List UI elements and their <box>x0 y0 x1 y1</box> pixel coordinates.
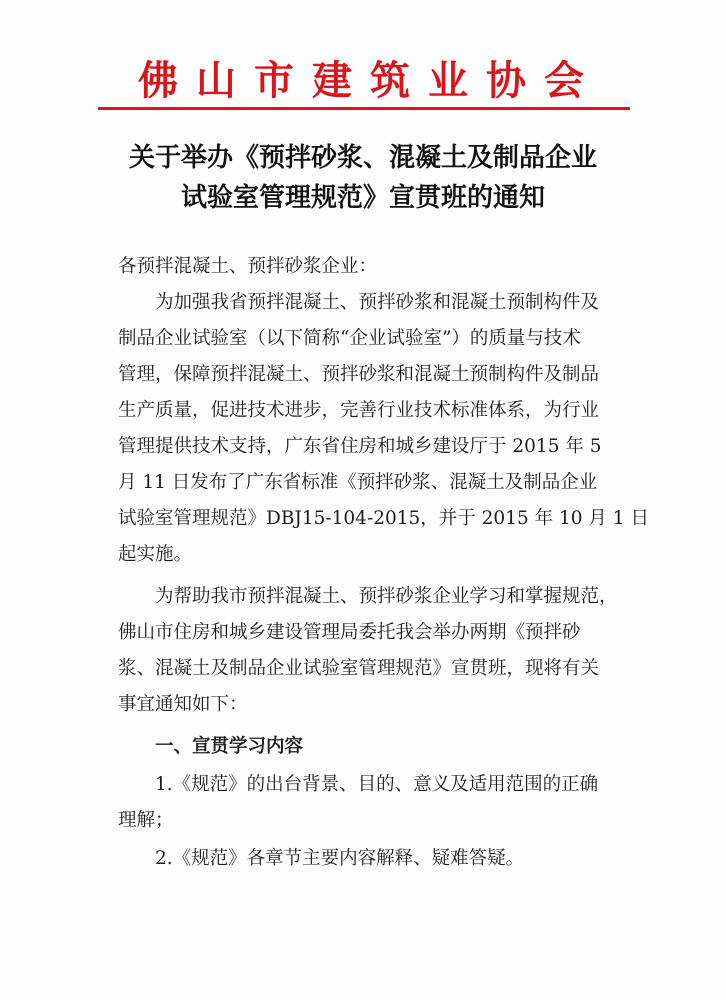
list-item-line: 2.《规范》各章节主要内容解释、疑难答疑。 <box>118 848 525 869</box>
paragraph-line: 制品企业试验室（以下简称“企业试验室”）的质量与技术 <box>118 328 581 349</box>
paragraph-line: 事宜通知如下： <box>118 694 248 715</box>
letterhead-red-rule <box>98 107 630 110</box>
list-item-line: 理解； <box>118 810 174 831</box>
organization-letterhead: 佛山市建筑业协会 <box>138 57 602 104</box>
paragraph-line: 管理，保障预拌混凝土、预拌砂浆和混凝土预制构件及制品 <box>118 364 600 385</box>
list-item-line: 1.《规范》的出台背景、目的、意义及适用范围的正确 <box>118 774 599 795</box>
paragraph-line: 佛山市住房和城乡建设管理局委托我会举办两期《预拌砂 <box>118 622 581 643</box>
paragraph-line: 试验室管理规范》DBJ15-104-2015，并于 2015 年 10 月 1 日 <box>118 508 649 529</box>
paragraph-line: 月 11 日发布了广东省标准《预拌砂浆、混凝土及制品企业 <box>118 472 598 493</box>
paragraph-line: 起实施。 <box>118 544 193 565</box>
salutation: 各预拌混凝土、预拌砂浆企业： <box>118 256 378 277</box>
notice-title-line-2: 试验室管理规范》宣贯班的通知 <box>180 183 545 213</box>
section-heading: 一、宣贯学习内容 <box>118 736 304 757</box>
paragraph-line: 浆、混凝土及制品企业试验室管理规范》宣贯班，现将有关 <box>118 658 600 679</box>
notice-title-line-1: 关于举办《预拌砂浆、混凝土及制品企业 <box>128 143 597 173</box>
paragraph-line: 生产质量，促进技术进步，完善行业技术标准体系，为行业 <box>118 400 600 421</box>
paragraph-line: 为帮助我市预拌混凝土、预拌砂浆企业学习和掌握规范， <box>118 586 618 607</box>
paragraph-line: 管理提供技术支持，广东省住房和城乡建设厅于 2015 年 5 <box>118 436 602 457</box>
paragraph-line: 为加强我省预拌混凝土、预拌砂浆和混凝土预制构件及 <box>118 292 600 313</box>
